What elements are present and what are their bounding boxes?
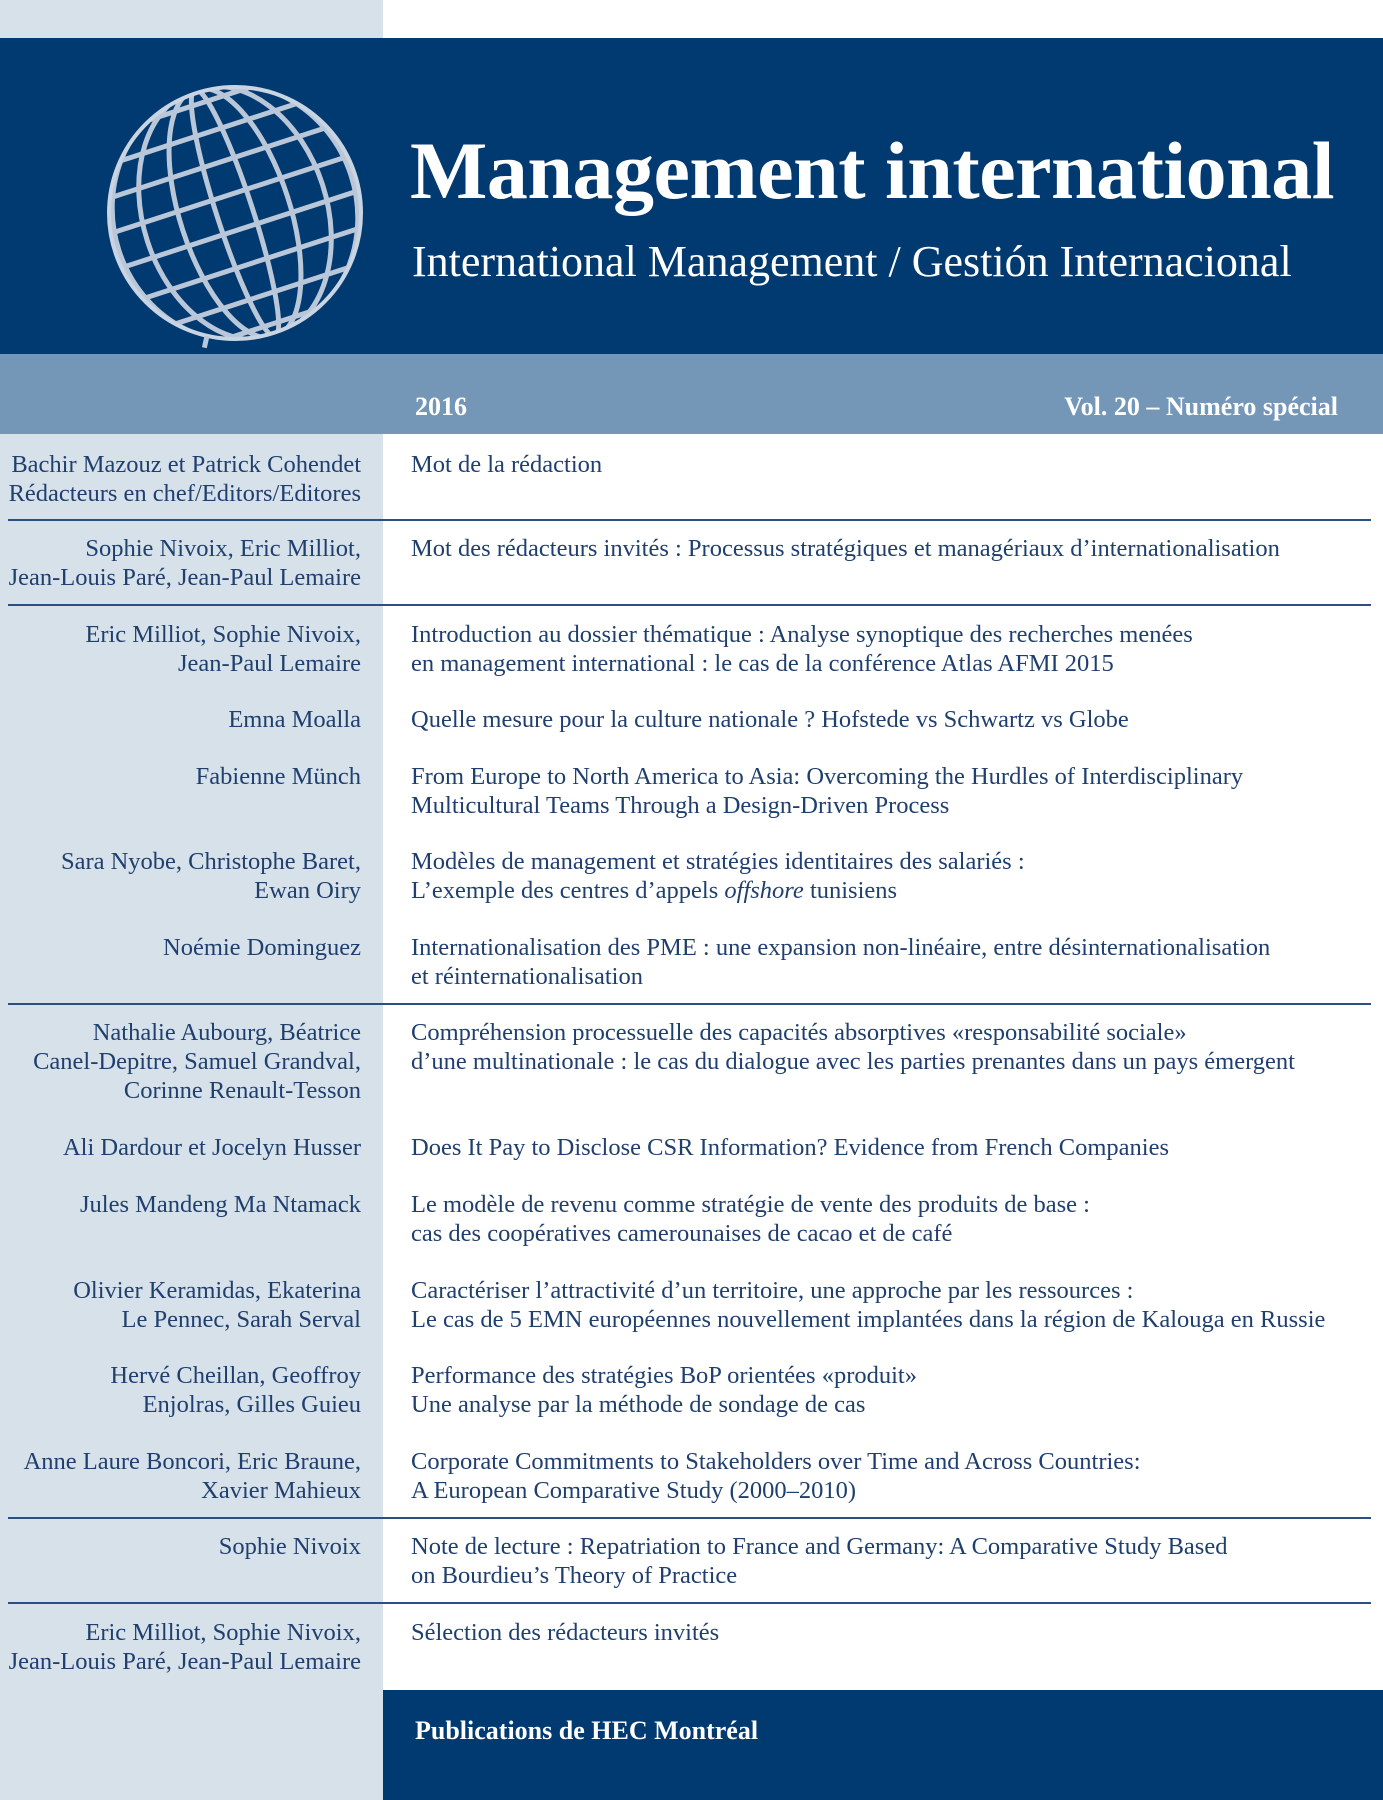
toc-article-title — [411, 933, 1371, 991]
title-line: Corporate Commitments to Stakeholders over Time and Across Countries: — [411, 1448, 1141, 1475]
toc-authors — [0, 1618, 361, 1676]
toc-divider — [8, 604, 1371, 606]
author-line: Jean-Louis Paré, Jean-Paul Lemaire — [8, 1648, 361, 1675]
toc-article-title — [411, 534, 1371, 563]
issue-volume: Vol. 20 – Numéro spécial — [1064, 392, 1338, 421]
title-line: Sélection des rédacteurs invités — [411, 1619, 720, 1646]
toc-authors — [0, 1532, 361, 1561]
toc-article-title — [411, 705, 1371, 734]
author-line: Canel-Depitre, Samuel Grandval, — [33, 1048, 361, 1075]
toc-article-title — [411, 762, 1371, 820]
author-line: Eric Milliot, Sophie Nivoix, — [85, 621, 361, 648]
toc-authors — [0, 933, 361, 962]
toc-article-title — [411, 1276, 1371, 1334]
author-line: Ewan Oiry — [254, 877, 361, 904]
title-fragment: tunisiens — [803, 877, 898, 904]
title-line: Internationalisation des PME : une expansion non-linéaire, entre désinternationalisation — [411, 934, 1271, 961]
title-line: Le modèle de revenu comme stratégie de vente des produits de base : — [411, 1191, 1090, 1218]
author-line: Rédacteurs en chef/Editors/Editores — [8, 480, 361, 507]
toc-authors — [0, 762, 361, 791]
globe-logo-icon — [95, 78, 375, 354]
journal-subtitle: International Management / Gestión Internacional — [412, 237, 1292, 286]
author-line: Jean-Paul Lemaire — [178, 650, 361, 677]
toc-authors — [0, 1018, 361, 1105]
author-line: Le Pennec, Sarah Serval — [121, 1306, 361, 1333]
author-line: Corinne Renault-Tesson — [123, 1077, 361, 1104]
title-line: Compréhension processuelle des capacités absorptives «responsabilité sociale» — [411, 1019, 1187, 1046]
toc-article-title — [411, 1532, 1371, 1590]
title-line: Note de lecture : Repatriation to France and Germany: A Comparative Study Based — [411, 1533, 1228, 1560]
author-line: Nathalie Aubourg, Béatrice — [92, 1019, 361, 1046]
author-line: Noémie Dominguez — [163, 934, 361, 961]
title-line: Quelle mesure pour la culture nationale ? Hofstede vs Schwartz vs Globe — [411, 706, 1129, 733]
title-line: Mot des rédacteurs invités : Processus stratégiques et managériaux d’internationalisation — [411, 535, 1280, 562]
toc-article-title — [411, 620, 1371, 678]
masthead — [0, 38, 1383, 354]
title-line: en management international : le cas de la conférence Atlas AFMI 2015 — [411, 650, 1114, 677]
toc-article-title — [411, 1190, 1371, 1248]
toc-article-title — [411, 1618, 1371, 1647]
title-line: Does It Pay to Disclose CSR Information? Evidence from French Companies — [411, 1134, 1169, 1161]
title-line: Le cas de 5 EMN européennes nouvellement implantées dans la région de Kalouga en Russie — [411, 1306, 1326, 1333]
toc-authors — [0, 1447, 361, 1505]
author-line: Jean-Louis Paré, Jean-Paul Lemaire — [8, 564, 361, 591]
title-line: Une analyse par la méthode de sondage de cas — [411, 1391, 866, 1418]
toc-authors — [0, 620, 361, 678]
author-line: Enjolras, Gilles Guieu — [142, 1391, 361, 1418]
title-line: on Bourdieu’s Theory of Practice — [411, 1562, 738, 1589]
title-line: Performance des stratégies BoP orientées «produit» — [411, 1362, 917, 1389]
issue-band — [0, 354, 1383, 434]
toc-article-title — [411, 1447, 1371, 1505]
toc-article-title — [411, 847, 1371, 905]
title-line: Modèles de management et stratégies identitaires des salariés : — [411, 848, 1025, 875]
title-line: cas des coopératives camerounaises de cacao et de café — [411, 1220, 953, 1247]
title-line: Mot de la rédaction — [411, 451, 603, 478]
author-line: Anne Laure Boncori, Eric Braune, — [23, 1448, 361, 1475]
toc-divider — [8, 519, 1371, 521]
author-line: Sophie Nivoix — [218, 1533, 361, 1560]
author-line: Sophie Nivoix, Eric Milliot, — [85, 535, 361, 562]
toc-authors — [0, 847, 361, 905]
author-line: Bachir Mazouz et Patrick Cohendet — [11, 451, 361, 478]
title-line: et réinternationalisation — [411, 963, 643, 990]
title-line: d’une multinationale : le cas du dialogue avec les parties prenantes dans un pays émergent — [411, 1048, 1295, 1075]
toc-article-title — [411, 1018, 1371, 1076]
toc-article-title — [411, 1361, 1371, 1419]
title-fragment: L’exemple des centres d’appels — [411, 877, 725, 904]
toc-authors — [0, 1133, 361, 1162]
toc-divider — [8, 1003, 1371, 1005]
title-line: Multicultural Teams Through a Design-Driven Process — [411, 792, 950, 819]
publisher-name: Publications de HEC Montréal — [415, 1716, 759, 1745]
title-line: A European Comparative Study (2000–2010) — [411, 1477, 857, 1504]
title-line — [411, 876, 1371, 905]
toc-authors — [0, 1190, 361, 1219]
toc-authors — [0, 1276, 361, 1334]
author-line: Olivier Keramidas, Ekaterina — [73, 1277, 361, 1304]
author-line: Ali Dardour et Jocelyn Husser — [62, 1134, 361, 1161]
title-line: Caractériser l’attractivité d’un territoire, une approche par les ressources : — [411, 1277, 1134, 1304]
toc-authors — [0, 534, 361, 592]
title-fragment-italic: offshore — [724, 877, 804, 904]
author-line: Jules Mandeng Ma Ntamack — [80, 1191, 361, 1218]
issue-year: 2016 — [415, 392, 467, 421]
toc-authors — [0, 1361, 361, 1419]
publisher-footer — [383, 1690, 1383, 1800]
toc-divider — [8, 1602, 1371, 1604]
author-line: Sara Nyobe, Christophe Baret, — [60, 848, 361, 875]
author-line: Xavier Mahieux — [201, 1477, 361, 1504]
author-line: Eric Milliot, Sophie Nivoix, — [85, 1619, 361, 1646]
journal-title: Management international — [410, 125, 1335, 216]
author-line: Hervé Cheillan, Geoffroy — [110, 1362, 361, 1389]
toc-authors — [0, 705, 361, 734]
toc-article-title — [411, 450, 1371, 479]
title-line: Introduction au dossier thématique : Analyse synoptique des recherches menées — [411, 621, 1193, 648]
toc-article-title — [411, 1133, 1371, 1162]
toc-divider — [8, 1517, 1371, 1519]
toc-authors — [0, 450, 361, 508]
author-line: Emna Moalla — [228, 706, 361, 733]
author-line: Fabienne Münch — [195, 763, 361, 790]
title-line: From Europe to North America to Asia: Overcoming the Hurdles of Interdisciplinary — [411, 763, 1244, 790]
